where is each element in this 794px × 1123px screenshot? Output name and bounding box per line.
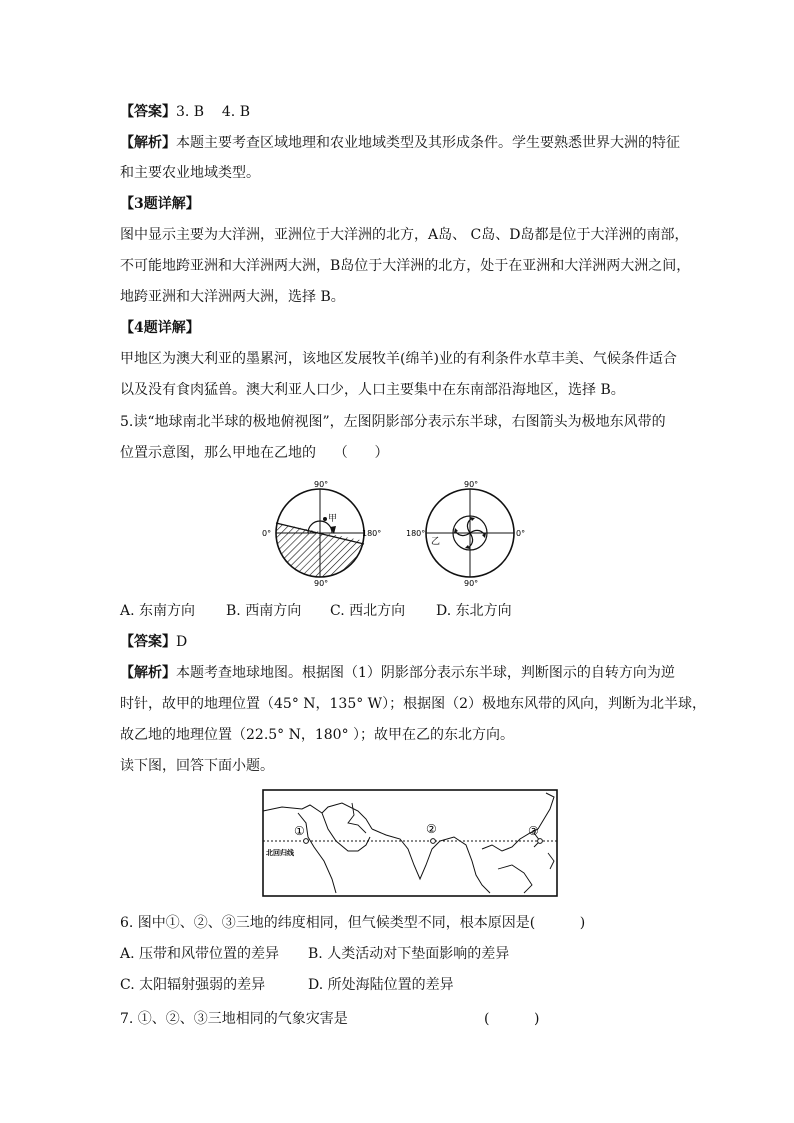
q5-options: [120, 601, 680, 621]
q6-option-a[interactable]: A. 压带和风带位置的差异: [120, 946, 280, 962]
point-jia-label: 甲: [328, 514, 338, 524]
left-right-label: 180°: [362, 529, 382, 538]
q4-detail-heading: 【4题详解】: [120, 320, 200, 336]
answer-value: 3. B 4. B: [176, 104, 250, 120]
analysis-text: 本题主要考查区域地理和农业地域类型及其形成条件。学生要熟悉世界大洲的特征: [176, 135, 680, 151]
left-top-label: 90°: [314, 480, 329, 489]
answer-value: D: [176, 634, 188, 650]
right-left-label: 180°: [406, 529, 426, 538]
analysis-34-line-2: 和主要农业地域类型。: [120, 165, 260, 181]
point-3-marker: [538, 839, 543, 844]
polar-view-figure: [258, 478, 538, 590]
answer-5-line: [120, 632, 680, 652]
q6-option-d[interactable]: D. 所处海陆位置的差异: [308, 977, 454, 993]
q6-stem: 6. 图中①、②、③三地的纬度相同，但气候类型不同，根本原因是( ): [120, 915, 586, 931]
q5-stem-line-2: 位置示意图，那么甲地在乙地的 （ ）: [120, 445, 389, 461]
right-top-label: 90°: [464, 480, 479, 489]
q6-options-row-1: [120, 944, 680, 964]
left-left-label: 0°: [262, 529, 272, 538]
q7-stem: 7. ①、②、③三地相同的气象灾害是: [120, 1011, 348, 1027]
left-polar-view: [272, 489, 370, 590]
q4-detail-line-2: 以及没有食肉猛兽。澳大利亚人口少，人口主要集中在东南部沿海地区，选择 B。: [120, 382, 625, 398]
q3-detail-line-3: 地跨亚洲和大洋洲两大洲，选择 B。: [120, 289, 345, 305]
analysis-34-line-1: [120, 133, 680, 153]
q6-options-row-2: [120, 975, 680, 995]
point-2-marker: [431, 839, 436, 844]
read-map-instruction: 读下图，回答下面小题。: [120, 758, 274, 774]
q3-detail-heading: 【3题详解】: [120, 196, 200, 212]
analysis-5-line-2: 时针，故甲的地理位置（45° N，135° W）；根据图（2）极地东风带的风向，判断为北半球，: [120, 696, 706, 712]
q5-option-b[interactable]: B. 西南方向: [226, 603, 302, 619]
point-1-label: ①: [294, 824, 305, 838]
answer-34-line: [120, 102, 680, 122]
q5-option-c[interactable]: C. 西北方向: [330, 603, 406, 619]
point-3-label: ③: [528, 824, 539, 838]
analysis-5-line-1: [120, 663, 680, 683]
analysis-5-line-3: 故乙地的地理位置（22.5° N，180° ）；故甲在乙的东北方向。: [120, 727, 515, 743]
q5-option-a[interactable]: A. 东南方向: [120, 603, 196, 619]
tropic-map-figure: [262, 789, 558, 897]
right-right-label: 0°: [516, 529, 526, 538]
answer-tag: 【答案】: [120, 104, 176, 120]
q7-answer-paren: ( ): [484, 1011, 540, 1027]
right-polar-view: [426, 489, 514, 577]
left-bottom-label: 90°: [314, 579, 329, 588]
analysis-tag: 【解析】: [120, 135, 176, 151]
point-1-marker: [304, 839, 309, 844]
point-2-label: ②: [426, 822, 437, 836]
q6-option-b[interactable]: B. 人类活动对下垫面影响的差异: [308, 946, 510, 962]
q6-option-c[interactable]: C. 太阳辐射强弱的差异: [120, 977, 266, 993]
q5-option-d[interactable]: D. 东北方向: [436, 603, 512, 619]
q5-stem-line-1: 5.读“地球南北半球的极地俯视图”，左图阴影部分表示东半球，右图箭头为极地东风带的: [120, 414, 666, 430]
answer-tag: 【答案】: [120, 634, 176, 650]
q4-detail-line-1: 甲地区为澳大利亚的墨累河，该地区发展牧羊(绵羊)业的有利条件水草丰美、气候条件适合: [120, 351, 677, 367]
right-bottom-label: 90°: [464, 579, 479, 588]
tropic-label: 北回归线: [266, 849, 294, 857]
point-yi-label: 乙: [431, 537, 441, 547]
analysis-tag: 【解析】: [120, 665, 176, 681]
q3-detail-line-2: 不可能地跨亚洲和大洋洲两大洲，B岛位于大洋洲的北方，处于在亚洲和大洋洲两大洲之间，: [120, 258, 691, 274]
analysis-text: 本题考查地球地图。根据图（1）阴影部分表示东半球，判断图示的自转方向为逆: [176, 665, 675, 681]
q3-detail-line-1: 图中显示主要为大洋洲，亚洲位于大洋洲的北方，A岛、 C岛、D岛都是位于大洋洲的南部，: [120, 227, 689, 243]
